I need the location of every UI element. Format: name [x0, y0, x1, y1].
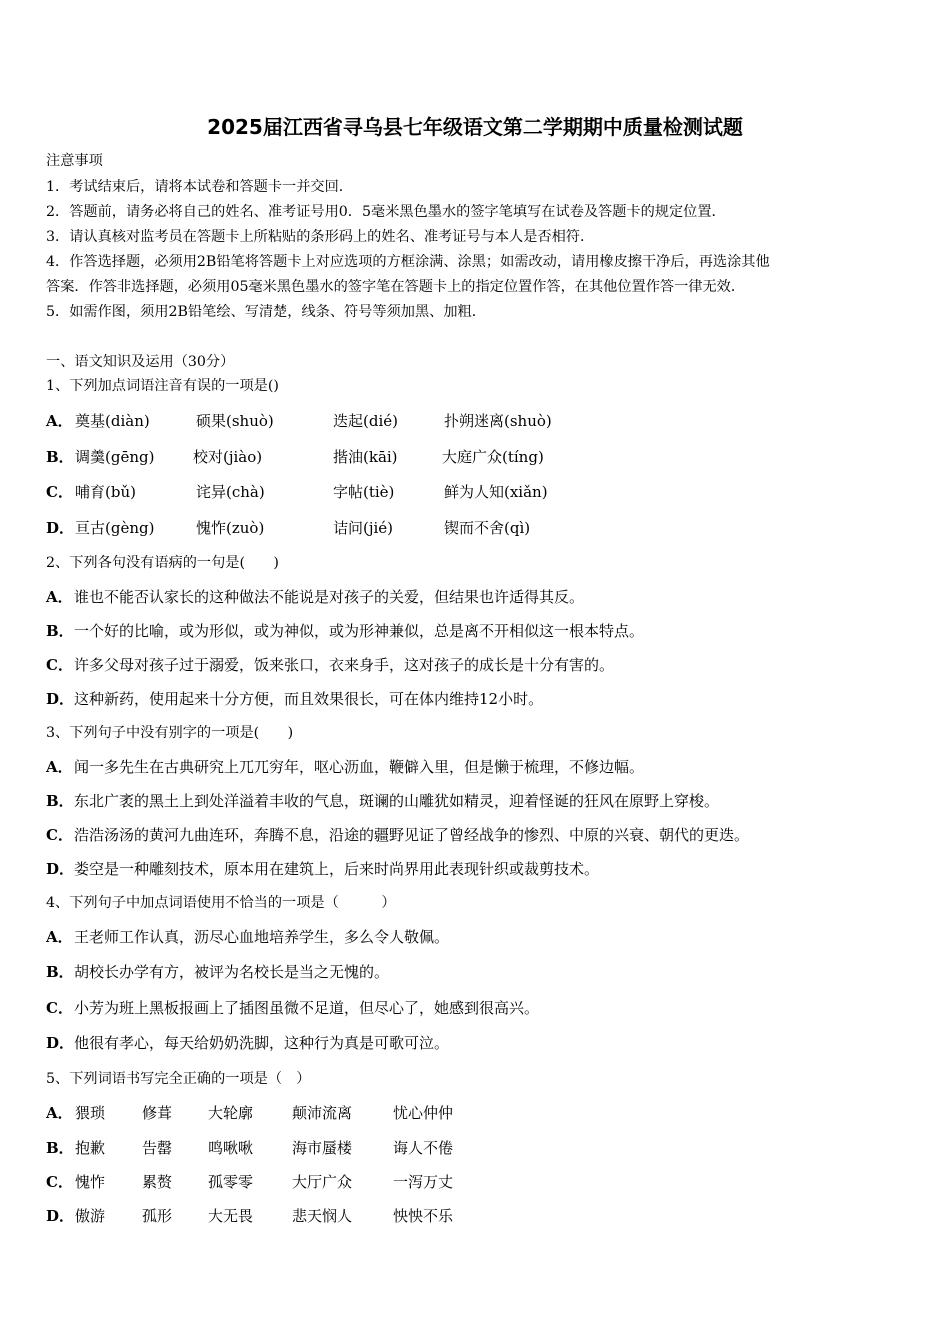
q5-option-b: [46, 1137, 926, 1159]
q1-option-c: [46, 481, 926, 503]
option-cell: 猥琐: [75, 1104, 106, 1122]
option-label: D．: [46, 690, 75, 708]
q2-option-c: [46, 654, 614, 676]
option-cell: 抱歉: [75, 1139, 106, 1157]
q4-option-b: [46, 961, 389, 983]
q2-option-d: [46, 688, 543, 710]
section-heading: 一、语文知识及运用（30分）: [46, 354, 235, 370]
notice-item-3: 3．请认真核对监考员在答题卡上所粘贴的条形码上的姓名、准考证号与本人是否相符．: [46, 229, 595, 245]
q1-option-b: [46, 446, 926, 468]
q3-option-c: [46, 824, 749, 846]
option-label: A．: [46, 412, 73, 430]
q1-stem: 1、下列加点词语注音有误的一项是(): [46, 378, 279, 394]
option-label: C．: [46, 826, 73, 844]
option-label: A．: [46, 758, 73, 776]
page-title: 2025届江西省寻乌县七年级语文第二学期期中质量检测试题: [207, 115, 743, 139]
option-cell: 大轮廓: [208, 1104, 254, 1122]
q3-option-a: [46, 756, 644, 778]
option-label: D．: [46, 1034, 75, 1052]
q5-option-d: [46, 1205, 926, 1227]
q3-stem: 3、下列句子中没有别字的一项是( ): [46, 725, 294, 741]
option-label: B．: [46, 963, 74, 981]
option-cell: 字帖(tiè): [333, 483, 395, 501]
notice-item-4-cont: 答案．作答非选择题，必须用05毫米黑色墨水的签字笔在答题卡上的指定位置作答，在其他位置作答一律无效．: [46, 279, 746, 295]
option-cell: 奠基(diàn): [75, 412, 150, 430]
option-cell: 告罄: [142, 1139, 173, 1157]
q3-option-d: [46, 858, 599, 880]
option-label: C．: [46, 1173, 73, 1191]
q2-stem: 2、下列各句没有语病的一句是( ): [46, 555, 279, 571]
option-cell: 孤形: [142, 1207, 173, 1225]
option-cell: 揩油(kāi): [333, 448, 398, 466]
q3-option-b: [46, 790, 719, 812]
option-cell: 愧怍: [75, 1173, 106, 1191]
option-cell: 诲人不倦: [393, 1139, 454, 1157]
option-label: A．: [46, 588, 73, 606]
option-cell: 大庭广众(tíng): [442, 448, 544, 466]
option-cell: 鸣啾啾: [208, 1139, 254, 1157]
option-cell: 怏怏不乐: [393, 1207, 454, 1225]
option-text: 这种新药，使用起来十分方便，而且效果很长，可在体内维持12小时。: [74, 690, 544, 708]
option-cell: 亘古(gèng): [75, 519, 155, 537]
option-cell: 累赘: [142, 1173, 173, 1191]
option-cell: 一泻万丈: [393, 1173, 454, 1191]
notice-item-4: 4．作答选择题，必须用2B铅笔将答题卡上对应选项的方框涂满、涂黑；如需改动，请用橡皮擦干净后，再选涂其他: [46, 254, 770, 270]
option-label: D．: [46, 860, 75, 878]
q4-option-d: [46, 1032, 449, 1054]
option-text: 浩浩汤汤的黄河九曲连环，奔腾不息，沿途的疆野见证了曾经战争的惨烈、中原的兴衰、朝代的更迭。: [74, 826, 750, 844]
notice-heading: 注意事项: [46, 153, 103, 169]
option-cell: 调羹(gēng): [75, 448, 155, 466]
option-cell: 硕果(shuò): [196, 412, 274, 430]
option-cell: 哺育(bǔ): [75, 483, 136, 501]
option-label: C．: [46, 483, 73, 501]
option-cell: 锲而不舍(qì): [444, 519, 531, 537]
option-cell: 大厅广众: [292, 1173, 353, 1191]
q4-stem: 4、下列句子中加点词语使用不恰当的一项是（ ）: [46, 895, 396, 911]
option-label: B．: [46, 792, 74, 810]
option-text: 娄空是一种雕刻技术，原本用在建筑上，后来时尚界用此表现针织或裁剪技术。: [74, 860, 600, 878]
option-label: B．: [46, 622, 74, 640]
option-label: C．: [46, 656, 73, 674]
q4-option-c: [46, 997, 539, 1019]
option-text: 一个好的比喻，或为形似，或为神似，或为形神兼似，总是离不开相似这一根本特点。: [74, 622, 645, 640]
option-text: 他很有孝心，每天给奶奶洗脚，这种行为真是可歌可泣。: [74, 1034, 450, 1052]
option-label: B．: [46, 1139, 74, 1157]
option-cell: 悲天悯人: [292, 1207, 353, 1225]
option-cell: 诘问(jié): [333, 519, 394, 537]
option-text: 许多父母对孩子过于溺爱，饭来张口，衣来身手，这对孩子的成长是十分有害的。: [74, 656, 615, 674]
option-text: 小芳为班上黑板报画上了插图虽微不足道，但尽心了，她感到很高兴。: [74, 999, 540, 1017]
option-cell: 傲游: [75, 1207, 106, 1225]
option-cell: 迭起(dié): [333, 412, 398, 430]
q1-option-a: [46, 410, 926, 432]
option-cell: 扑朔迷离(shuò): [444, 412, 552, 430]
option-cell: 忧心仲仲: [393, 1104, 454, 1122]
q5-option-a: [46, 1102, 926, 1124]
option-cell: 孤零零: [208, 1173, 254, 1191]
option-cell: 修葺: [142, 1104, 173, 1122]
option-cell: 颠沛流离: [292, 1104, 353, 1122]
option-cell: 诧异(chà): [196, 483, 265, 501]
option-text: 王老师工作认真，沥尽心血地培养学生，多么令人敬佩。: [74, 928, 450, 946]
notice-item-2: 2．答题前，请务必将自己的姓名、准考证号用0．5毫米黑色墨水的签字笔填写在试卷及答题卡的规定位置．: [46, 204, 726, 220]
q1-option-d: [46, 517, 926, 539]
q5-option-c: [46, 1171, 926, 1193]
option-text: 闻一多先生在古典研究上兀兀穷年，呕心沥血，鞭僻入里，但是懒于梳理，不修边幅。: [74, 758, 645, 776]
notice-item-5: 5．如需作图，须用2B铅笔绘、写清楚，线条、符号等须加黑、加粗．: [46, 304, 486, 320]
option-label: C．: [46, 999, 73, 1017]
option-text: 胡校长办学有方，被评为名校长是当之无愧的。: [74, 963, 390, 981]
option-label: D．: [46, 1207, 75, 1225]
option-text: 东北广袤的黑土上到处洋溢着丰收的气息，斑谰的山雕犹如精灵，迎着怪诞的狂风在原野上穿梭。: [74, 792, 720, 810]
option-cell: 鲜为人知(xiǎn): [444, 483, 548, 501]
notice-item-1: 1．考试结束后，请将本试卷和答题卡一并交回．: [46, 179, 353, 195]
q2-option-a: [46, 586, 584, 608]
option-cell: 大无畏: [208, 1207, 254, 1225]
q2-option-b: [46, 620, 644, 642]
q4-option-a: [46, 926, 449, 948]
option-cell: 海市蜃楼: [292, 1139, 353, 1157]
option-label: B．: [46, 448, 74, 466]
option-label: D．: [46, 519, 75, 537]
q5-stem: 5、下列词语书写完全正确的一项是（ ）: [46, 1071, 311, 1087]
option-cell: 校对(jiào): [193, 448, 263, 466]
option-label: A．: [46, 928, 73, 946]
option-text: 谁也不能否认家长的这种做法不能说是对孩子的关爱，但结果也许适得其反。: [74, 588, 585, 606]
option-label: A．: [46, 1104, 73, 1122]
option-cell: 愧怍(zuò): [196, 519, 265, 537]
